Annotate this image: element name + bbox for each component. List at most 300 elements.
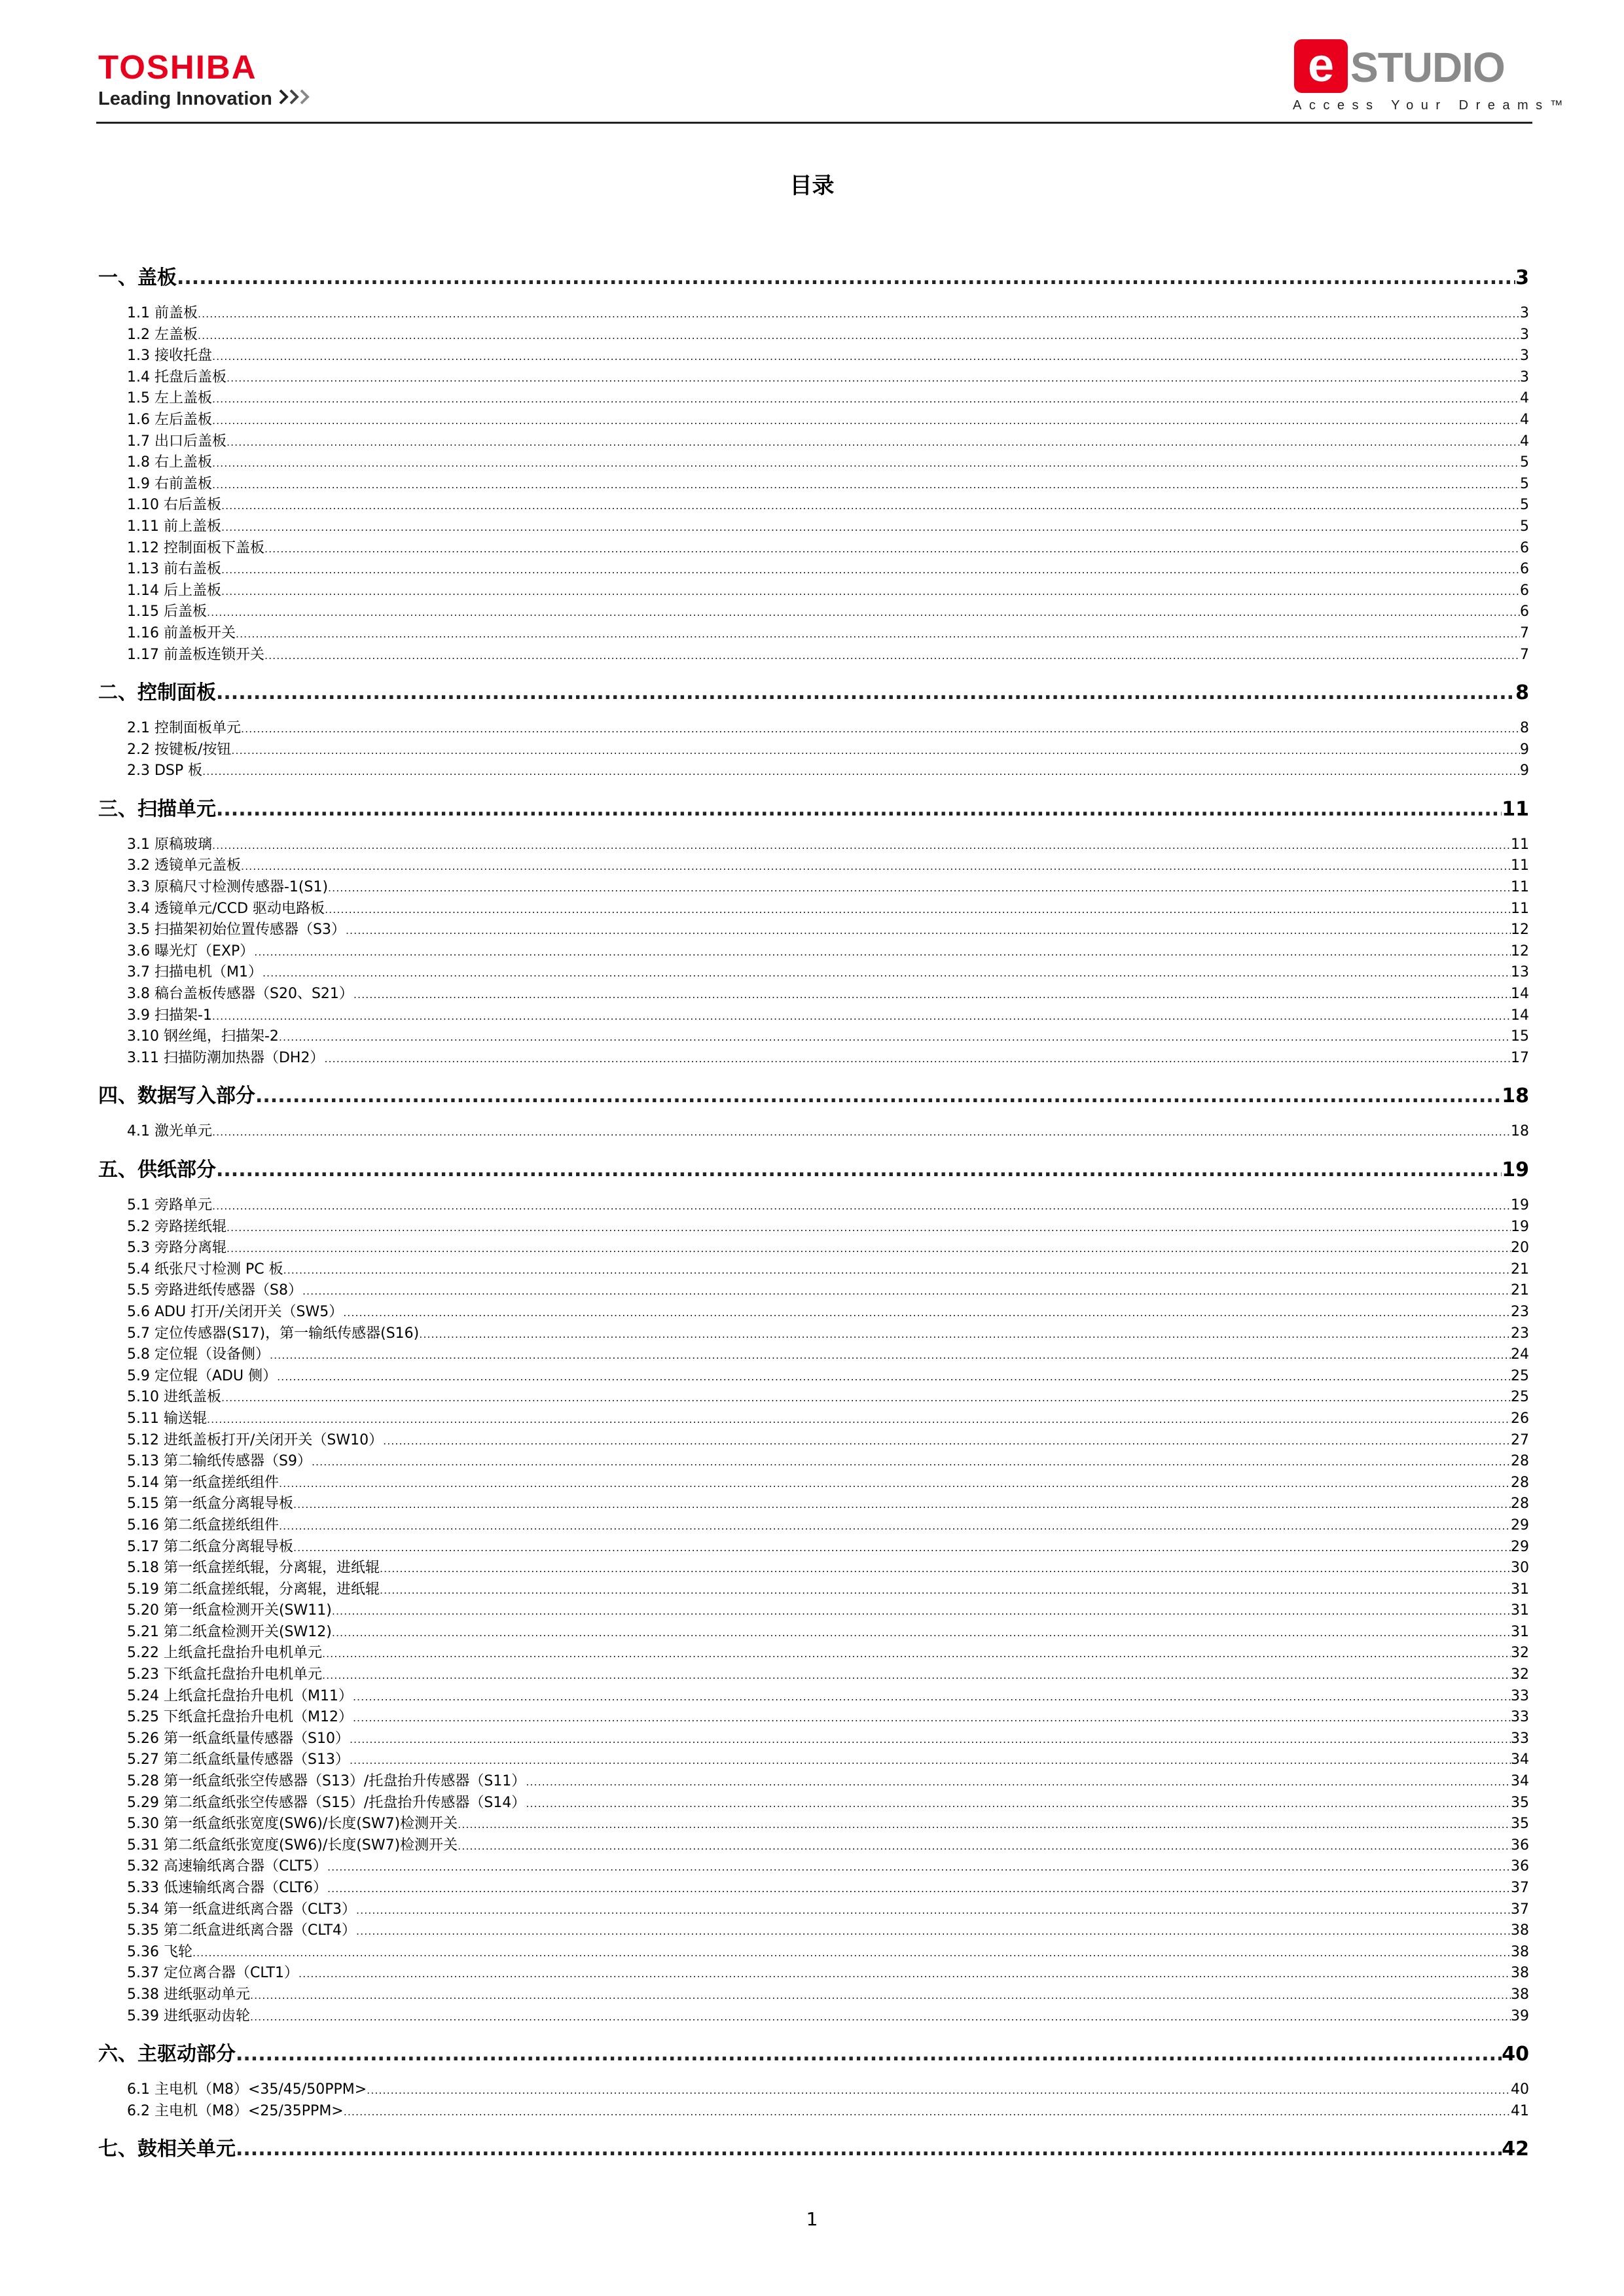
toc-item[interactable]: [98, 474, 1529, 495]
dot-leader: [216, 679, 1515, 708]
dot-leader: [221, 495, 1520, 517]
toc-item-page: 6: [1520, 539, 1529, 556]
toc-item-page: 38: [1511, 1943, 1529, 1960]
toc-item-label: 5.38 进纸驱动单元: [127, 1986, 250, 2003]
toc-item[interactable]: [98, 920, 1529, 941]
toc-item-page: 18: [1511, 1123, 1529, 1140]
toc-item[interactable]: [98, 855, 1529, 877]
toc-item-page: 38: [1511, 1922, 1529, 1939]
toc-item[interactable]: [98, 538, 1529, 560]
toc-item[interactable]: [98, 1238, 1529, 1259]
toc-item-label: 5.29 第二纸盒纸张空传感器（S15）/托盘抬升传感器（S14）: [127, 1794, 526, 1811]
toc-item[interactable]: [98, 1026, 1529, 1048]
toc-item-label: 5.33 低速输纸离合器（CLT6）: [127, 1880, 328, 1896]
page-number: 1: [806, 2208, 818, 2230]
toc-item[interactable]: [98, 452, 1529, 474]
toc-item-page: 23: [1511, 1303, 1529, 1320]
toc-item-page: 33: [1511, 1730, 1529, 1747]
spacer: [98, 1185, 1529, 1195]
toc-item[interactable]: [98, 1005, 1529, 1027]
dot-leader: [380, 1580, 1511, 1602]
toc-item[interactable]: [98, 303, 1529, 325]
dot-leader: [216, 795, 1502, 824]
dot-leader: [216, 1156, 1502, 1185]
toc-item[interactable]: [98, 431, 1529, 453]
dot-leader: [212, 475, 1520, 496]
toc-item-label: 5.37 定位离合器（CLT1）: [127, 1965, 299, 1982]
dot-leader: [192, 1943, 1511, 1964]
toc-item-label: 5.18 第一纸盒搓纸辊，分离辊，进纸辊: [127, 1560, 380, 1577]
toc-item-label: 6.2 主电机（M8）<25/35PPM>: [127, 2102, 344, 2119]
toc-item-page: 27: [1511, 1431, 1529, 1448]
toc-item-page: 28: [1511, 1453, 1529, 1470]
header-divider: [96, 122, 1532, 124]
toc-item[interactable]: [98, 1771, 1529, 1793]
toc-item[interactable]: [98, 1387, 1529, 1408]
dot-leader: [344, 2102, 1511, 2123]
toc-chapter-label: 二、控制面板: [98, 681, 216, 705]
toc-item-page: 11: [1511, 836, 1529, 853]
toc-item-label: 1.10 右后盖板: [127, 497, 221, 514]
toc-item-label: 3.5 扫描架初始位置传感器（S3）: [127, 922, 346, 939]
toc-item[interactable]: [98, 346, 1529, 367]
toc-item[interactable]: [98, 516, 1529, 538]
toshiba-logo: [98, 50, 314, 110]
dot-leader: [279, 1473, 1511, 1495]
toc-item[interactable]: [98, 1878, 1529, 1899]
toc-item-label: 1.9 右前盖板: [127, 475, 212, 492]
toc-item-page: 37: [1511, 1880, 1529, 1896]
dot-leader: [332, 1623, 1511, 1644]
toc-item-page: 14: [1511, 1007, 1529, 1024]
toc-item-label: 5.26 第一纸盒纸量传感器（S10）: [127, 1730, 350, 1747]
toc-item-page: 33: [1511, 1687, 1529, 1704]
dot-leader: [212, 1122, 1511, 1143]
dot-leader: [353, 1687, 1511, 1708]
dot-leader: [221, 560, 1520, 581]
toc-item-label: 3.11 扫描防潮加热器（DH2）: [127, 1049, 325, 1066]
toc-item-label: 4.1 激光单元: [127, 1123, 212, 1140]
toc-item[interactable]: [98, 1195, 1529, 1217]
toc-item[interactable]: [98, 941, 1529, 963]
toc-item-page: 6: [1520, 561, 1529, 578]
dot-leader: [177, 264, 1515, 293]
dot-leader: [207, 602, 1520, 624]
toc-item-page: 34: [1511, 1773, 1529, 1790]
spacer: [98, 2069, 1529, 2079]
toc-item-label: 5.1 旁路单元: [127, 1197, 212, 1213]
dot-leader: [277, 1367, 1511, 1388]
toc-chapter[interactable]: [98, 679, 1529, 708]
dot-leader: [221, 581, 1520, 603]
toc-item-page: 17: [1511, 1049, 1529, 1066]
dot-leader: [367, 2080, 1511, 2102]
toc-item-label: 5.39 进纸驱动齿轮: [127, 2007, 250, 2024]
dot-leader: [236, 2040, 1502, 2069]
toc-item-page: 9: [1520, 741, 1529, 758]
toc-item-label: 5.2 旁路搓纸辊: [127, 1218, 226, 1235]
toc-item-page: 5: [1520, 518, 1529, 535]
dot-leader: [332, 1601, 1511, 1623]
dot-leader: [231, 740, 1520, 762]
dot-leader: [254, 942, 1511, 963]
toc-chapter-page: 40: [1502, 2043, 1529, 2066]
dot-leader: [298, 1964, 1511, 1985]
toc-item[interactable]: [98, 1537, 1529, 1558]
toc-item[interactable]: [98, 1793, 1529, 1814]
toc-item-page: 8: [1520, 720, 1529, 737]
dot-leader: [255, 1082, 1502, 1111]
toc-item-page: 40: [1511, 2081, 1529, 2098]
dot-leader: [526, 1793, 1511, 1815]
toc-item-label: 1.13 前右盖板: [127, 561, 221, 578]
toc-item-page: 34: [1511, 1751, 1529, 1768]
toc-item[interactable]: [98, 1984, 1529, 2006]
toc-item[interactable]: [98, 1558, 1529, 1579]
toc-chapter-page: 42: [1502, 2138, 1529, 2161]
toc-item[interactable]: [98, 2079, 1529, 2101]
dot-leader: [236, 2135, 1502, 2164]
toc-item[interactable]: [98, 1686, 1529, 1708]
toc-chapter-label: 四、数据写入部分: [98, 1085, 255, 1108]
toc-chapter[interactable]: [98, 1082, 1529, 1111]
toc-item[interactable]: [98, 834, 1529, 856]
dot-leader: [302, 1281, 1511, 1302]
toc-item[interactable]: [98, 388, 1529, 410]
toc-item[interactable]: [98, 877, 1529, 899]
toc-item-page: 29: [1511, 1516, 1529, 1534]
e-mark-icon: [1293, 38, 1349, 94]
toc-item-page: 6: [1520, 582, 1529, 599]
spacer: [98, 666, 1529, 679]
toc-chapter[interactable]: [98, 795, 1529, 824]
dot-leader: [346, 920, 1511, 942]
spacer: [98, 1069, 1529, 1082]
toc-item-page: 19: [1511, 1218, 1529, 1235]
page-title: 目录: [789, 173, 835, 199]
spacer: [98, 708, 1529, 718]
dot-leader: [241, 719, 1520, 740]
toc-item-label: 5.11 输送辊: [127, 1410, 207, 1427]
toc-item-page: 9: [1520, 762, 1529, 780]
toc-item[interactable]: [98, 718, 1529, 740]
toc-item-label: 5.24 上纸盒托盘抬升电机（M11）: [127, 1687, 353, 1704]
toc-chapter-page: 3: [1515, 266, 1529, 289]
toc-item[interactable]: [98, 1707, 1529, 1729]
toc-item[interactable]: [98, 1280, 1529, 1302]
toc-item[interactable]: [98, 1344, 1529, 1366]
toc-item-label: 1.8 右上盖板: [127, 454, 212, 471]
toc-item-label: 1.7 出口后盖板: [127, 433, 226, 450]
toc-item[interactable]: [98, 1600, 1529, 1622]
toc-item[interactable]: [98, 1899, 1529, 1921]
dot-leader: [350, 1729, 1511, 1751]
toc-item[interactable]: [98, 325, 1529, 346]
toc-item-label: 1.4 托盘后盖板: [127, 368, 226, 386]
toc-item-label: 1.12 控制面板下盖板: [127, 539, 264, 556]
toc-item-label: 3.10 钢丝绳，扫描架-2: [127, 1028, 279, 1045]
dot-leader: [212, 1196, 1511, 1217]
toc-item-page: 24: [1511, 1346, 1529, 1363]
toc-item[interactable]: [98, 962, 1529, 984]
toc-item-label: 3.6 曝光灯（EXP）: [127, 942, 255, 960]
dot-leader: [380, 1558, 1511, 1580]
toc-item-label: 6.1 主电机（M8）<35/45/50PPM>: [127, 2081, 367, 2098]
brand-tagline: Leading Innovation: [98, 88, 272, 109]
toc-item[interactable]: [98, 1920, 1529, 1942]
dot-leader: [212, 835, 1511, 857]
toc-item-label: 3.3 原稿尺寸检测传感器-1(S1): [127, 879, 329, 896]
toc-item[interactable]: [98, 367, 1529, 389]
dot-leader: [350, 1750, 1511, 1772]
toc-item[interactable]: [98, 2101, 1529, 2123]
toc-item-label: 5.35 第二纸盒进纸离合器（CLT4）: [127, 1922, 357, 1939]
toc-item-page: 21: [1511, 1282, 1529, 1299]
toc-item-label: 5.34 第一纸盒进纸离合器（CLT3）: [127, 1901, 357, 1918]
toc-item-label: 1.3 接收托盘: [127, 348, 212, 365]
dot-leader: [383, 1431, 1511, 1452]
toc-item[interactable]: [98, 1430, 1529, 1452]
dot-leader: [279, 1027, 1511, 1049]
toc-item-label: 5.17 第二纸盒分离辊导板: [127, 1538, 293, 1555]
toc-item-label: 5.8 定位辊（设备侧）: [127, 1346, 270, 1363]
toc-item-label: 5.20 第一纸盒检测开关(SW11): [127, 1602, 332, 1619]
toc-item-page: 14: [1511, 986, 1529, 1003]
chevrons-icon: [279, 88, 314, 110]
toc-item[interactable]: [98, 1749, 1529, 1771]
toc-item-label: 1.1 前盖板: [127, 305, 198, 321]
toc-item-page: 35: [1511, 1794, 1529, 1811]
toc-item-label: 5.3 旁路分离辊: [127, 1240, 226, 1257]
toc-item-label: 5.27 第二纸盒纸量传感器（S13）: [127, 1751, 350, 1768]
toc-item-label: 1.17 前盖板连锁开关: [127, 646, 264, 663]
toc-item-label: 1.5 左上盖板: [127, 390, 212, 407]
toc-chapter[interactable]: [98, 1156, 1529, 1185]
brand-tagline-row: [98, 88, 314, 110]
dot-leader: [212, 1006, 1511, 1028]
dot-leader: [236, 624, 1520, 645]
dot-leader: [250, 1985, 1511, 2007]
spacer: [98, 824, 1529, 834]
toc-item-page: 38: [1511, 1986, 1529, 2003]
product-logo-text: STUDIO: [1350, 44, 1505, 91]
toc-item-page: 30: [1511, 1560, 1529, 1577]
toc-item[interactable]: [98, 1451, 1529, 1473]
toc-item-label: 5.13 第二输纸传感器（S9）: [127, 1453, 312, 1470]
toc-chapter[interactable]: [98, 264, 1529, 293]
toc-item-page: 15: [1511, 1028, 1529, 1045]
toc-chapter-label: 三、扫描单元: [98, 797, 216, 821]
dot-leader: [356, 1921, 1511, 1943]
toc-item-page: 3: [1520, 326, 1529, 343]
toc-item-page: 39: [1511, 2007, 1529, 2024]
toc-item[interactable]: [98, 1494, 1529, 1515]
toc-item[interactable]: [98, 601, 1529, 623]
toc-item[interactable]: [98, 1856, 1529, 1878]
dot-leader: [226, 1217, 1511, 1239]
dot-leader: [324, 1049, 1511, 1070]
toc-item-page: 11: [1511, 900, 1529, 917]
toc-item-page: 28: [1511, 1496, 1529, 1513]
toc-item-label: 5.19 第二纸盒搓纸辊，分离辊，进纸辊: [127, 1581, 380, 1598]
dot-leader: [226, 432, 1520, 454]
toc-item[interactable]: [98, 2006, 1529, 2028]
spacer: [98, 2027, 1529, 2040]
toc-item[interactable]: [98, 1302, 1529, 1323]
toc-item[interactable]: [98, 1835, 1529, 1857]
dot-leader: [198, 325, 1520, 347]
toc-item-page: 12: [1511, 942, 1529, 960]
dot-leader: [212, 453, 1520, 475]
toc-item[interactable]: [98, 559, 1529, 581]
spacer: [98, 1143, 1529, 1156]
toc-item[interactable]: [98, 1579, 1529, 1601]
toc-item-label: 1.14 后上盖板: [127, 582, 221, 599]
toc-chapter[interactable]: [98, 2040, 1529, 2069]
toc-item-label: 5.32 高速输纸离合器（CLT5）: [127, 1858, 328, 1875]
toc-item[interactable]: [98, 495, 1529, 516]
brand-name: TOSHIBA: [98, 48, 257, 86]
dot-leader: [226, 368, 1520, 389]
toc-chapter-label: 一、盖板: [98, 266, 177, 289]
toc-item[interactable]: [98, 1622, 1529, 1643]
toc-item-page: 36: [1511, 1858, 1529, 1875]
dot-leader: [419, 1324, 1511, 1346]
dot-leader: [356, 1900, 1511, 1922]
toc-item[interactable]: [98, 410, 1529, 431]
toc-item[interactable]: [98, 1942, 1529, 1964]
toc-item[interactable]: [98, 740, 1529, 761]
dot-leader: [221, 517, 1520, 539]
toc-item-page: 32: [1511, 1645, 1529, 1662]
dot-leader: [279, 1516, 1511, 1537]
toc-item-page: 31: [1511, 1623, 1529, 1640]
dot-leader: [241, 856, 1511, 878]
toc-item-label: 5.6 ADU 打开/关闭开关（SW5）: [127, 1303, 344, 1320]
toc-item-page: 3: [1520, 368, 1529, 386]
toc-item-page: 36: [1511, 1837, 1529, 1854]
toc-chapter-label: 六、主驱动部分: [98, 2043, 236, 2066]
toc-item[interactable]: [98, 1323, 1529, 1345]
toc-item[interactable]: [98, 1259, 1529, 1281]
dot-leader: [202, 761, 1520, 783]
toc-item-page: 21: [1511, 1261, 1529, 1278]
toc-item-label: 1.16 前盖板开关: [127, 624, 236, 641]
toc-item-label: 5.25 下纸盒托盘抬升电机（M12）: [127, 1709, 353, 1726]
dot-leader: [526, 1772, 1511, 1793]
toc-item-page: 31: [1511, 1602, 1529, 1619]
dot-leader: [293, 1494, 1511, 1516]
svg-text:e: e: [1307, 39, 1335, 92]
dot-leader: [226, 1238, 1511, 1260]
dot-leader: [458, 1814, 1511, 1836]
toc-chapter-page: 11: [1502, 797, 1529, 821]
toc-item[interactable]: [98, 984, 1529, 1005]
toc-item-label: 5.23 下纸盒托盘抬升电机单元: [127, 1666, 322, 1683]
toc-item-page: 4: [1520, 433, 1529, 450]
toc-item[interactable]: [98, 1408, 1529, 1430]
dot-leader: [283, 1260, 1511, 1282]
dot-leader: [343, 1302, 1511, 1324]
toc-item[interactable]: [98, 1515, 1529, 1537]
toc-item[interactable]: [98, 623, 1529, 645]
toc-item-label: 1.15 后盖板: [127, 603, 207, 620]
toc-item-page: 3: [1520, 348, 1529, 365]
toc-item-label: 3.8 稿台盖板传感器（S20、S21）: [127, 986, 353, 1003]
dot-leader: [312, 1452, 1511, 1473]
toc-item-label: 2.1 控制面板单元: [127, 720, 241, 737]
dot-leader: [293, 1537, 1511, 1559]
dot-leader: [458, 1836, 1511, 1857]
toc-item-page: 11: [1511, 879, 1529, 896]
toc-item-page: 25: [1511, 1389, 1529, 1406]
toc-item-label: 3.7 扫描电机（M1）: [127, 964, 262, 981]
toc-item[interactable]: [98, 1729, 1529, 1750]
toc-item[interactable]: [98, 645, 1529, 666]
dot-leader: [328, 878, 1511, 899]
toc-item[interactable]: [98, 1366, 1529, 1388]
toc-item-page: 4: [1520, 390, 1529, 407]
dot-leader: [322, 1665, 1511, 1687]
toc-item[interactable]: [98, 1048, 1529, 1069]
spacer: [98, 1111, 1529, 1121]
toc-item[interactable]: [98, 761, 1529, 782]
dot-leader: [353, 984, 1511, 1006]
toc-item-label: 1.11 前上盖板: [127, 518, 221, 535]
toc-chapter[interactable]: [98, 2135, 1529, 2164]
toc-item-page: 25: [1511, 1367, 1529, 1384]
toc-item-page: 5: [1520, 475, 1529, 492]
toc-item-label: 5.9 定位辊（ADU 侧）: [127, 1367, 278, 1384]
estudio-logo: [1293, 38, 1571, 117]
toc-item-label: 5.12 进纸盖板打开/关闭开关（SW10）: [127, 1431, 384, 1448]
toc-item[interactable]: [98, 1664, 1529, 1686]
spacer: [98, 293, 1529, 303]
toc-item-label: 5.5 旁路进纸传感器（S8）: [127, 1282, 302, 1299]
toc-item-label: 2.3 DSP 板: [127, 762, 203, 780]
dot-leader: [207, 1409, 1511, 1431]
dot-leader: [212, 410, 1520, 432]
toc-item[interactable]: [98, 899, 1529, 920]
toc-item-page: 11: [1511, 857, 1529, 874]
toc-item-page: 23: [1511, 1325, 1529, 1342]
toc-item[interactable]: [98, 1473, 1529, 1494]
toc-item[interactable]: [98, 1121, 1529, 1143]
toc-item-label: 5.31 第二纸盒纸张宽度(SW6)/长度(SW7)检测开关: [127, 1837, 458, 1854]
toc-item-page: 13: [1511, 964, 1529, 981]
toc-chapter-page: 8: [1515, 681, 1529, 705]
toc-item-label: 5.28 第一纸盒纸张空传感器（S13）/托盘抬升传感器（S11）: [127, 1773, 526, 1790]
dot-leader: [264, 645, 1520, 667]
toc-item-label: 5.30 第一纸盒纸张宽度(SW6)/长度(SW7)检测开关: [127, 1816, 458, 1833]
dot-leader: [221, 1388, 1511, 1409]
toc-item[interactable]: [98, 1963, 1529, 1984]
toc-item[interactable]: [98, 1643, 1529, 1664]
spacer: [98, 2122, 1529, 2135]
toc-chapter-page: 18: [1502, 1085, 1529, 1108]
toc-item-label: 5.16 第二纸盒搓纸组件: [127, 1516, 279, 1534]
dot-leader: [270, 1345, 1511, 1367]
toc-item-label: 1.2 左盖板: [127, 326, 198, 343]
toc-item-page: 41: [1511, 2102, 1529, 2119]
dot-leader: [353, 1708, 1511, 1729]
toc-item-page: 19: [1511, 1197, 1529, 1213]
dot-leader: [198, 304, 1520, 325]
toc-item-page: 26: [1511, 1410, 1529, 1427]
toc-item[interactable]: [98, 581, 1529, 602]
toc-item[interactable]: [98, 1814, 1529, 1835]
toc-item[interactable]: [98, 1217, 1529, 1238]
